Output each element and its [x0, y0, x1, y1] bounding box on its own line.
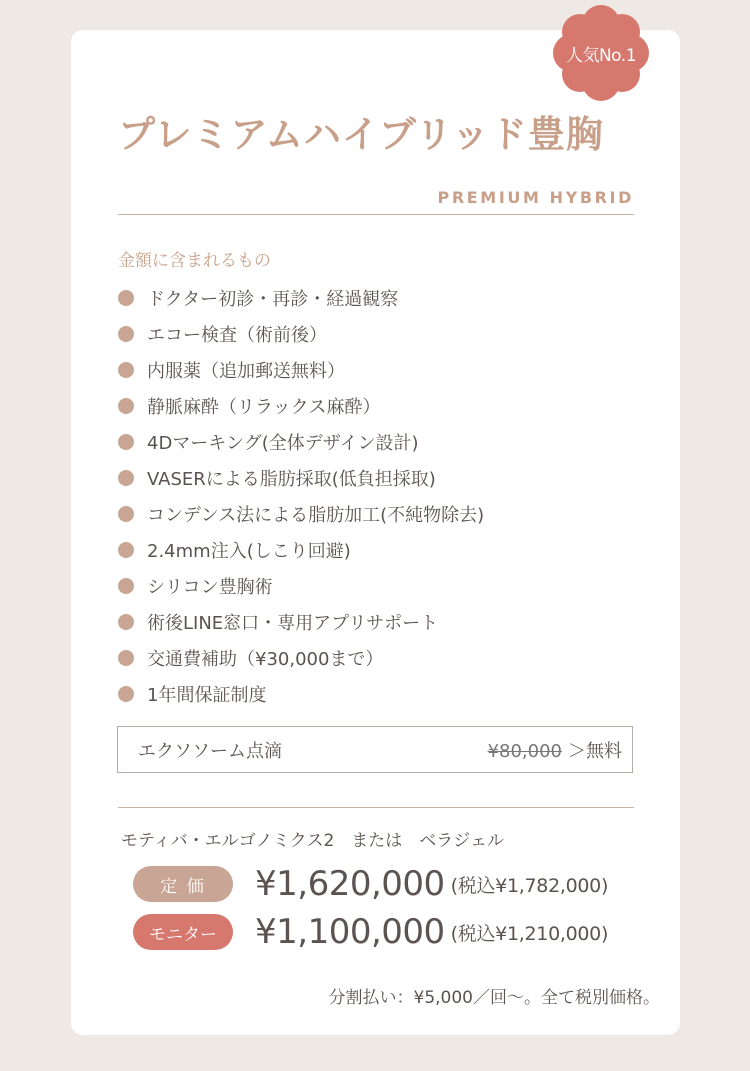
list-item-label: VASERによる脂肪採取(低負担採取): [147, 469, 436, 490]
list-item-label: 術後LINE窓口・専用アプリサポート: [147, 613, 439, 634]
option-old-price: ¥80,000: [487, 740, 562, 762]
list-item: [118, 460, 484, 496]
list-item-label: ドクター初診・再診・経過観察: [147, 289, 399, 310]
list-item: [118, 316, 484, 352]
monitor-price-tax: (税込¥1,210,000): [450, 922, 609, 945]
price-divider: [118, 807, 634, 808]
bullet-dot-icon: [118, 614, 134, 630]
bullet-dot-icon: [118, 290, 134, 306]
bullet-dot-icon: [118, 578, 134, 594]
list-item: [118, 388, 484, 424]
list-item-label: 内服薬（追加郵送無料）: [147, 361, 345, 382]
list-item: [118, 640, 484, 676]
included-list: [118, 280, 484, 712]
regular-price-row: [133, 864, 608, 904]
option-price: [488, 737, 622, 763]
payment-note: 分割払い：¥5,000／回～。全て税別価格。: [328, 988, 660, 1008]
free-option-box: [117, 726, 633, 773]
bullet-dot-icon: [118, 506, 134, 522]
list-item: [118, 676, 484, 712]
regular-price-label: 定 価: [133, 866, 233, 902]
popularity-badge: [546, 4, 656, 102]
badge-label: 人気No.1: [565, 45, 637, 66]
bullet-dot-icon: [118, 650, 134, 666]
list-item-label: 交通費補助（¥30,000まで）: [147, 649, 384, 670]
regular-price-amount: ¥1,620,000: [255, 864, 445, 904]
list-item-label: 4Dマーキング(全体デザイン設計): [147, 433, 419, 454]
list-item-label: コンデンス法による脂肪加工(不純物除去): [147, 505, 485, 526]
bullet-dot-icon: [118, 398, 134, 414]
option-name: エクソソーム点滴: [138, 740, 282, 762]
list-item-label: 2.4mm注入(しこり回避): [147, 541, 351, 562]
list-item: [118, 532, 484, 568]
option-new-price: 無料: [586, 740, 622, 762]
included-heading: 金額に含まれるもの: [118, 251, 271, 271]
option-arrow: ＞: [568, 740, 586, 762]
list-item: [118, 604, 484, 640]
bullet-dot-icon: [118, 542, 134, 558]
bullet-dot-icon: [118, 362, 134, 378]
bullet-dot-icon: [118, 686, 134, 702]
bullet-dot-icon: [118, 326, 134, 342]
title-divider: [118, 214, 634, 215]
bullet-dot-icon: [118, 470, 134, 486]
bullet-dot-icon: [118, 434, 134, 450]
list-item-label: 静脈麻酔（リラックス麻酔）: [147, 397, 381, 418]
list-item: [118, 352, 484, 388]
plan-subtitle: PREMIUM HYBRID: [437, 188, 634, 207]
implant-options: モティバ・エルゴノミクス2 または ベラジェル: [121, 831, 504, 851]
list-item-label: 1年間保証制度: [147, 685, 267, 706]
monitor-price-amount: ¥1,100,000: [255, 912, 445, 952]
list-item-label: エコー検査（術前後）: [147, 325, 327, 346]
list-item: [118, 280, 484, 316]
monitor-price-label: モニター: [133, 914, 233, 950]
plan-title: プレミアムハイブリッド豊胸: [118, 113, 604, 156]
list-item: [118, 568, 484, 604]
list-item: [118, 424, 484, 460]
list-item: [118, 496, 484, 532]
monitor-price-row: [133, 912, 608, 952]
regular-price-tax: (税込¥1,782,000): [450, 874, 609, 897]
list-item-label: シリコン豊胸術: [147, 577, 273, 598]
